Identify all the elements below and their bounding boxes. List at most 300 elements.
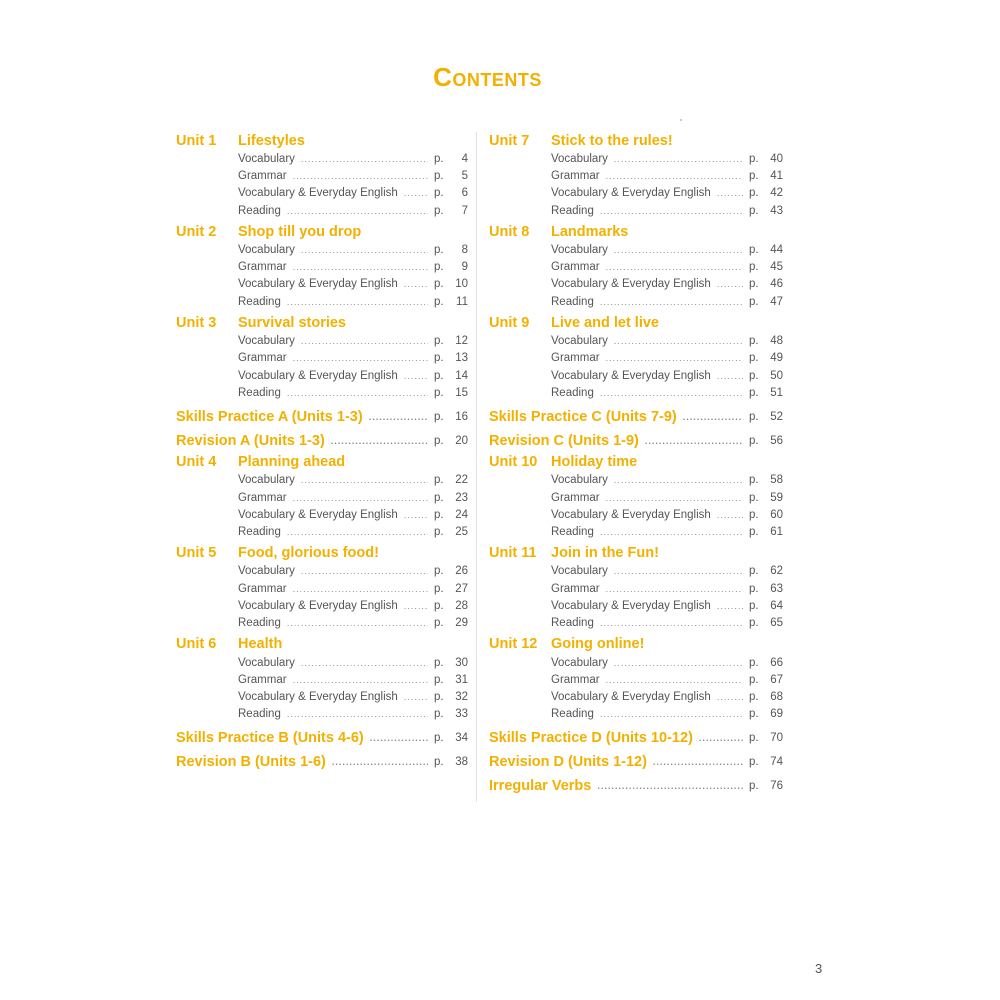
page-ref: 24	[455, 508, 468, 521]
dot-leader	[717, 510, 743, 520]
unit-number: Unit 1	[176, 132, 217, 149]
page-ref: 5	[461, 169, 468, 182]
unit-entry	[489, 453, 783, 541]
unit-number: Unit 7	[489, 132, 530, 149]
page-ref: 40	[770, 152, 783, 165]
page-ref: 59	[770, 491, 783, 504]
dot-leader	[404, 510, 428, 520]
contents-row[interactable]	[176, 523, 468, 540]
section-label: Reading	[238, 386, 281, 399]
unit-entry	[176, 453, 468, 541]
page-ref: 22	[455, 474, 468, 487]
contents-row[interactable]	[489, 489, 783, 506]
page-prefix: p.	[434, 352, 444, 365]
page-ref: 7	[461, 204, 468, 217]
contents-column-left	[176, 131, 468, 774]
section-label: Vocabulary	[551, 474, 608, 487]
dot-leader	[606, 675, 743, 685]
section-label: Vocabulary & Everyday English	[238, 508, 398, 521]
page-prefix: p.	[749, 508, 759, 521]
page-ref: 25	[455, 526, 468, 539]
page-ref: 51	[770, 386, 783, 399]
page-prefix: p.	[749, 335, 759, 348]
page-ref: 49	[770, 352, 783, 365]
dot-leader	[293, 493, 428, 503]
page-ref: 48	[770, 335, 783, 348]
section-label: Grammar	[551, 582, 600, 595]
contents-row[interactable]	[176, 706, 468, 723]
contents-row[interactable]	[489, 276, 783, 293]
page-ref: 11	[456, 295, 468, 308]
contents-row[interactable]	[176, 671, 468, 688]
page-prefix: p.	[434, 386, 444, 399]
dot-leader	[293, 262, 428, 272]
page-prefix: p.	[434, 582, 444, 595]
page-ref: 4	[461, 152, 468, 165]
section-entry[interactable]	[489, 774, 783, 798]
section-label: Vocabulary	[238, 474, 295, 487]
page-prefix: p.	[434, 617, 444, 630]
dot-leader	[293, 584, 428, 594]
page-ref: 76	[770, 780, 783, 793]
dot-leader	[301, 566, 428, 576]
contents-row[interactable]	[489, 202, 783, 219]
page-prefix: p.	[434, 526, 444, 539]
section-label: Vocabulary	[238, 335, 295, 348]
section-entry[interactable]	[489, 726, 783, 750]
contents-row[interactable]	[489, 150, 783, 167]
contents-row[interactable]	[176, 489, 468, 506]
dot-leader	[600, 709, 743, 719]
contents-column-right	[489, 131, 783, 798]
page-prefix: p.	[749, 565, 759, 578]
contents-row[interactable]	[489, 167, 783, 184]
page-prefix: p.	[749, 434, 759, 447]
contents-row[interactable]	[489, 654, 783, 671]
section-entry[interactable]	[489, 750, 783, 774]
page-prefix: p.	[434, 152, 444, 165]
contents-row[interactable]	[489, 506, 783, 523]
contents-row[interactable]	[489, 563, 783, 580]
unit-entry	[489, 544, 783, 632]
page-ref: 30	[455, 656, 468, 669]
unit-number: Unit 8	[489, 223, 530, 240]
contents-row[interactable]	[489, 523, 783, 540]
contents-row[interactable]	[176, 580, 468, 597]
unit-entry	[489, 222, 783, 310]
unit-title: Live and let live	[551, 314, 659, 331]
page-prefix: p.	[749, 656, 759, 669]
section-label: Vocabulary & Everyday English	[238, 187, 398, 200]
page-prefix: p.	[434, 369, 444, 382]
section-label: Vocabulary	[551, 243, 608, 256]
unit-number: Unit 11	[489, 545, 537, 562]
page-prefix: p.	[749, 369, 759, 382]
page-ref: 20	[455, 434, 468, 447]
contents-row[interactable]	[489, 241, 783, 258]
page-ref: 23	[455, 491, 468, 504]
dot-leader	[606, 493, 743, 503]
contents-row[interactable]	[176, 563, 468, 580]
dot-leader	[614, 245, 743, 255]
page-ref: 29	[455, 617, 468, 630]
unit-entry	[176, 544, 468, 632]
page-ref: 41	[770, 169, 783, 182]
section-entry[interactable]	[176, 429, 468, 453]
page-prefix: p.	[749, 599, 759, 612]
page-ref: 58	[770, 474, 783, 487]
section-label: Grammar	[238, 673, 287, 686]
section-label: Vocabulary	[238, 656, 295, 669]
section-label: Reading	[551, 204, 594, 217]
contents-row[interactable]	[489, 185, 783, 202]
unit-entry	[489, 635, 783, 723]
unit-heading[interactable]	[176, 453, 468, 472]
page-prefix: p.	[434, 691, 444, 704]
contents-row[interactable]	[489, 350, 783, 367]
unit-title: Planning ahead	[238, 454, 346, 471]
unit-entry	[176, 222, 468, 310]
section-title: Skills Practice B (Units 4-6)	[176, 730, 364, 747]
section-label: Reading	[238, 708, 281, 721]
print-speck	[680, 119, 682, 121]
section-title: Revision D (Units 1-12)	[489, 754, 647, 771]
section-title: Revision B (Units 1-6)	[176, 754, 326, 771]
section-label: Reading	[238, 295, 281, 308]
contents-row[interactable]	[489, 258, 783, 275]
unit-title: Lifestyles	[238, 132, 305, 149]
contents-row[interactable]	[176, 293, 468, 310]
dot-leader	[606, 262, 743, 272]
page-ref: 8	[461, 243, 468, 256]
dot-leader	[606, 584, 743, 594]
page-prefix: p.	[749, 243, 759, 256]
unit-entry	[489, 131, 783, 219]
page-ref: 31	[455, 673, 468, 686]
contents-row[interactable]	[489, 615, 783, 632]
page-ref: 52	[770, 410, 783, 423]
contents-row[interactable]	[176, 689, 468, 706]
page-prefix: p.	[749, 617, 759, 630]
section-label: Grammar	[238, 169, 287, 182]
page-title: Contents	[433, 62, 542, 92]
unit-title: Join in the Fun!	[551, 545, 659, 562]
section-title: Skills Practice C (Units 7-9)	[489, 408, 677, 425]
section-entry[interactable]	[489, 429, 783, 453]
dot-leader	[614, 336, 743, 346]
contents-row[interactable]	[489, 597, 783, 614]
contents-row[interactable]	[489, 706, 783, 723]
contents-row[interactable]	[176, 150, 468, 167]
page-prefix: p.	[749, 582, 759, 595]
unit-heading[interactable]	[176, 544, 468, 563]
dot-leader	[597, 781, 743, 791]
section-entry[interactable]	[176, 405, 468, 429]
section-title: Revision A (Units 1-3)	[176, 432, 325, 449]
contents-row[interactable]	[489, 580, 783, 597]
section-title: Skills Practice A (Units 1-3)	[176, 408, 363, 425]
dot-leader	[370, 733, 428, 743]
dot-leader	[287, 618, 428, 628]
page-prefix: p.	[434, 243, 444, 256]
dot-leader	[614, 154, 743, 164]
unit-number: Unit 4	[176, 454, 217, 471]
page-prefix: p.	[434, 474, 444, 487]
contents-row[interactable]	[176, 506, 468, 523]
dot-leader	[301, 658, 428, 668]
dot-leader	[301, 475, 428, 485]
contents-row[interactable]	[176, 202, 468, 219]
unit-number: Unit 9	[489, 314, 530, 331]
section-label: Grammar	[551, 491, 600, 504]
page-prefix: p.	[749, 491, 759, 504]
section-label: Vocabulary & Everyday English	[551, 278, 711, 291]
page-prefix: p.	[749, 152, 759, 165]
dot-leader	[331, 436, 428, 446]
page-prefix: p.	[749, 278, 759, 291]
dot-leader	[614, 566, 743, 576]
contents-row[interactable]	[176, 241, 468, 258]
contents-row[interactable]	[176, 276, 468, 293]
column-divider	[476, 132, 477, 802]
section-title: Revision C (Units 1-9)	[489, 432, 639, 449]
page-ref: 68	[770, 691, 783, 704]
unit-heading[interactable]	[489, 544, 783, 563]
contents-row[interactable]	[176, 597, 468, 614]
section-label: Grammar	[238, 491, 287, 504]
dot-leader	[717, 692, 743, 702]
contents-row[interactable]	[489, 332, 783, 349]
unit-heading[interactable]	[176, 635, 468, 654]
page-prefix: p.	[749, 673, 759, 686]
section-label: Vocabulary & Everyday English	[238, 691, 398, 704]
page-ref: 65	[770, 617, 783, 630]
page-ref: 62	[770, 565, 783, 578]
unit-heading[interactable]	[489, 635, 783, 654]
page-prefix: p.	[434, 187, 444, 200]
page-prefix: p.	[749, 204, 759, 217]
dot-leader	[301, 245, 428, 255]
page-prefix: p.	[434, 673, 444, 686]
dot-leader	[287, 297, 428, 307]
page-ref: 6	[461, 187, 468, 200]
dot-leader	[404, 188, 428, 198]
contents-row[interactable]	[176, 167, 468, 184]
page-ref: 33	[455, 708, 468, 721]
unit-heading[interactable]	[176, 222, 468, 241]
section-label: Reading	[238, 526, 281, 539]
section-label: Reading	[551, 386, 594, 399]
page-prefix: p.	[749, 261, 759, 274]
page-ref: 16	[455, 410, 468, 423]
unit-entry	[176, 313, 468, 401]
page-prefix: p.	[434, 278, 444, 291]
page-prefix: p.	[749, 474, 759, 487]
section-label: Vocabulary & Everyday English	[551, 599, 711, 612]
dot-leader	[404, 601, 428, 611]
section-entry[interactable]	[489, 405, 783, 429]
dot-leader	[369, 412, 428, 422]
dot-leader	[287, 388, 428, 398]
page-prefix: p.	[434, 565, 444, 578]
contents-row[interactable]	[489, 384, 783, 401]
page-ref: 43	[770, 204, 783, 217]
unit-heading[interactable]	[176, 131, 468, 150]
page-ref: 74	[770, 756, 783, 769]
section-label: Vocabulary	[238, 243, 295, 256]
unit-title: Survival stories	[238, 314, 346, 331]
unit-title: Food, glorious food!	[238, 545, 379, 562]
section-label: Grammar	[551, 169, 600, 182]
unit-number: Unit 10	[489, 454, 538, 471]
dot-leader	[301, 336, 428, 346]
contents-row[interactable]	[176, 185, 468, 202]
page-prefix: p.	[749, 410, 759, 423]
dot-leader	[606, 171, 743, 181]
unit-title: Going online!	[551, 636, 645, 653]
dot-leader	[301, 154, 428, 164]
page-prefix: p.	[434, 599, 444, 612]
contents-row[interactable]	[489, 367, 783, 384]
dot-leader	[404, 279, 428, 289]
contents-row[interactable]	[176, 350, 468, 367]
contents-row[interactable]	[176, 332, 468, 349]
page-prefix: p.	[749, 756, 759, 769]
page-ref: 60	[770, 508, 783, 521]
page-ref: 47	[770, 295, 783, 308]
contents-row[interactable]	[176, 384, 468, 401]
dot-leader	[683, 412, 743, 422]
section-label: Grammar	[238, 261, 287, 274]
page-prefix: p.	[749, 780, 759, 793]
contents-row[interactable]	[176, 367, 468, 384]
page-ref: 13	[455, 352, 468, 365]
section-label: Reading	[238, 204, 281, 217]
section-label: Reading	[551, 617, 594, 630]
unit-number: Unit 6	[176, 636, 217, 653]
section-label: Vocabulary & Everyday English	[551, 508, 711, 521]
section-entry[interactable]	[176, 750, 468, 774]
section-label: Vocabulary & Everyday English	[551, 691, 711, 704]
page-ref: 34	[455, 732, 468, 745]
dot-leader	[293, 353, 428, 363]
page-ref: 46	[770, 278, 783, 291]
contents-row[interactable]	[489, 671, 783, 688]
unit-number: Unit 3	[176, 314, 217, 331]
page-prefix: p.	[749, 386, 759, 399]
section-label: Grammar	[551, 352, 600, 365]
section-label: Vocabulary	[238, 152, 295, 165]
section-entry[interactable]	[176, 726, 468, 750]
unit-title: Health	[238, 636, 283, 653]
dot-leader	[600, 527, 743, 537]
page-prefix: p.	[434, 434, 444, 447]
unit-heading[interactable]	[176, 313, 468, 332]
page-ref: 44	[770, 243, 783, 256]
page-prefix: p.	[749, 169, 759, 182]
page-ref: 38	[455, 756, 468, 769]
dot-leader	[614, 475, 743, 485]
unit-number: Unit 12	[489, 636, 538, 653]
unit-title: Shop till you drop	[238, 223, 362, 240]
contents-row[interactable]	[176, 472, 468, 489]
section-label: Grammar	[551, 261, 600, 274]
contents-row[interactable]	[176, 654, 468, 671]
page-ref: 32	[455, 691, 468, 704]
page-number: 3	[815, 961, 823, 976]
dot-leader	[717, 371, 743, 381]
page-ref: 10	[455, 278, 468, 291]
unit-heading[interactable]	[489, 313, 783, 332]
page-prefix: p.	[749, 691, 759, 704]
page-ref: 64	[770, 599, 783, 612]
unit-heading[interactable]	[489, 453, 783, 472]
unit-entry	[176, 131, 468, 219]
dot-leader	[600, 618, 743, 628]
page-prefix: p.	[749, 526, 759, 539]
unit-heading[interactable]	[489, 131, 783, 150]
unit-title: Stick to the rules!	[551, 132, 673, 149]
contents-row[interactable]	[176, 258, 468, 275]
page-ref: 27	[455, 582, 468, 595]
section-label: Vocabulary	[551, 152, 608, 165]
page-prefix: p.	[749, 708, 759, 721]
contents-row[interactable]	[489, 689, 783, 706]
contents-row[interactable]	[489, 472, 783, 489]
dot-leader	[287, 206, 428, 216]
dot-leader	[404, 692, 428, 702]
dot-leader	[287, 709, 428, 719]
section-label: Vocabulary & Everyday English	[238, 278, 398, 291]
page-ref: 28	[455, 599, 468, 612]
dot-leader	[404, 371, 428, 381]
page-ref: 69	[770, 708, 783, 721]
dot-leader	[606, 353, 743, 363]
dot-leader	[699, 733, 743, 743]
section-label: Vocabulary	[238, 565, 295, 578]
page-prefix: p.	[434, 295, 444, 308]
page-prefix: p.	[434, 508, 444, 521]
section-title: Irregular Verbs	[489, 778, 592, 795]
dot-leader	[600, 388, 743, 398]
dot-leader	[614, 658, 743, 668]
page-ref: 45	[770, 261, 783, 274]
page-prefix: p.	[434, 335, 444, 348]
section-label: Reading	[238, 617, 281, 630]
section-label: Grammar	[551, 673, 600, 686]
section-label: Vocabulary	[551, 656, 608, 669]
dot-leader	[600, 297, 743, 307]
page-ref: 67	[770, 673, 783, 686]
page-ref: 9	[461, 261, 468, 274]
page-ref: 50	[770, 369, 783, 382]
page-prefix: p.	[434, 261, 444, 274]
contents-row[interactable]	[489, 293, 783, 310]
section-label: Reading	[551, 526, 594, 539]
unit-title: Holiday time	[551, 454, 638, 471]
section-label: Grammar	[238, 582, 287, 595]
contents-row[interactable]	[176, 615, 468, 632]
section-title: Skills Practice D (Units 10-12)	[489, 730, 693, 747]
unit-entry	[176, 635, 468, 723]
unit-heading[interactable]	[489, 222, 783, 241]
page-prefix: p.	[434, 169, 444, 182]
dot-leader	[332, 757, 428, 767]
dot-leader	[645, 436, 743, 446]
dot-leader	[293, 171, 428, 181]
page-ref: 14	[455, 369, 468, 382]
page-ref: 61	[770, 526, 783, 539]
